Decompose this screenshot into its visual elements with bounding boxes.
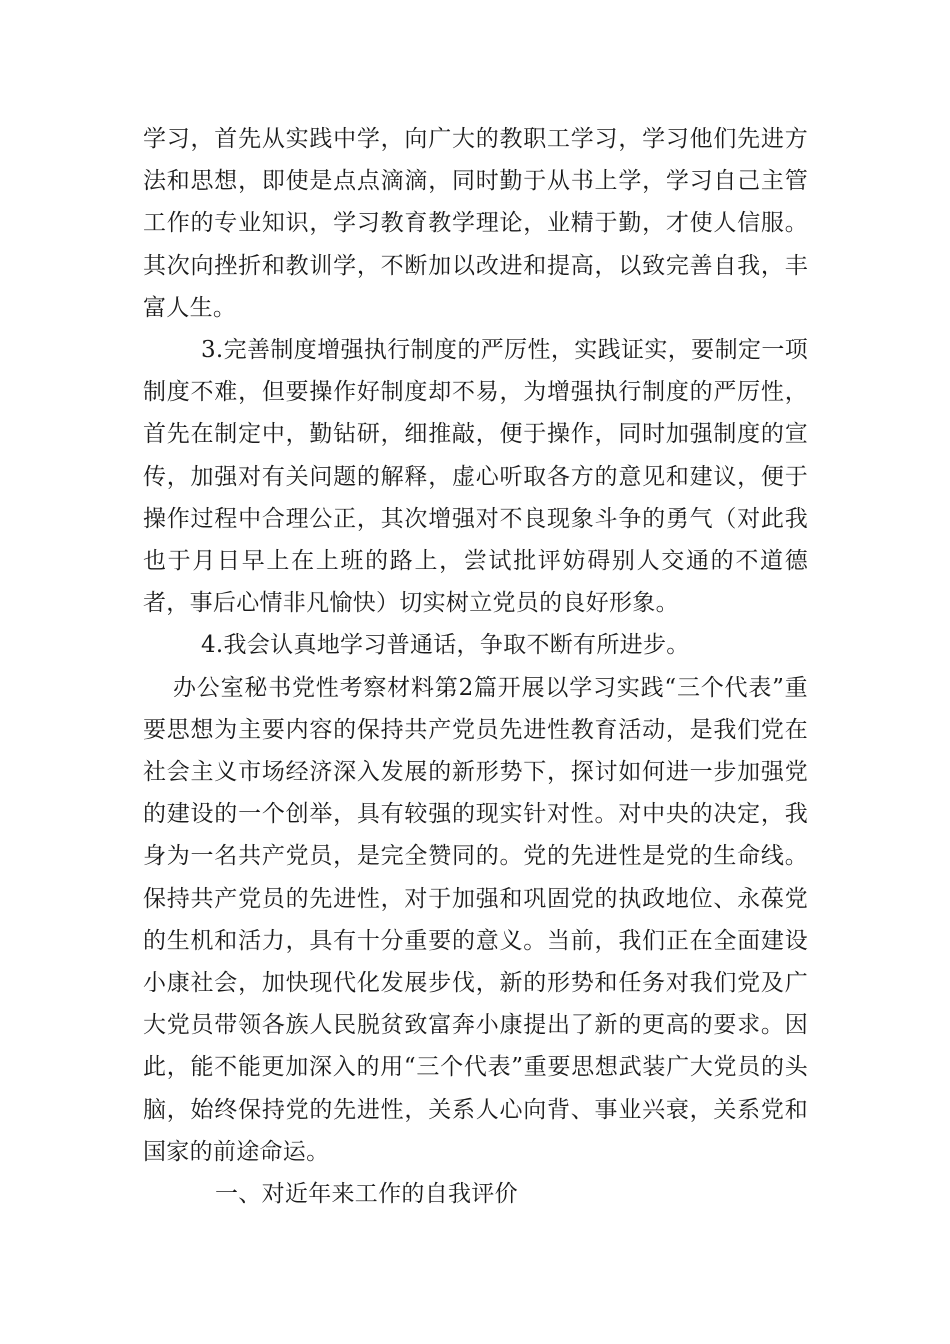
paragraph-learning: 学习，首先从实践中学，向广大的教职工学习，学习他们先进方法和思想，即使是点点滴滴，同时勤于从书上学，学习自己主管工作的专业知识，学习教育教学理论，业精于勤，才使人信服。其次向挫折和教训学，不断加以改进和提高，以致完善自我，丰富人生。 [143,126,808,321]
paragraph-article-2: 办公室秘书党性考察材料第2篇开展以学习实践“三个代表”重要思想为主要内容的保持共产党员先进性教育活动，是我们党在社会主义市场经济深入发展的新形势下，探讨如何进一步加强党的建设的一个创举，具有较强的现实针对性。对中央的决定，我身为一名共产党员，是完全赞同的。党的先进性是党的生命线。保持共产党员的先进性，对于加强和巩固党的执政地位、永葆党的生机和活力，具有十分重要的意义。当前，我们正在全面建设小康社会，加快现代化发展步伐，新的形势和任务对我们党及广大党员带领各族人民脱贫致富奔小康提出了新的更高的要求。因此，能不能更加深入的用“三个代表”重要思想武装广大党员的头脑，始终保持党的先进性，关系人心向背、事业兴衰，关系党和国家的前途命运。 [143,674,808,1165]
document-body [143,118,808,1215]
paragraph-item-4: 4.我会认真地学习普通话，争取不断有所进步。 [201,632,690,659]
paragraph-item-3: 3.完善制度增强执行制度的严厉性，实践证实，要制定一项制度不难，但要操作好制度却不易，为增强执行制度的严厉性，首先在制定中，勤钻研，细推敲，便于操作，同时加强制度的宣传，加强对有关问题的解释，虚心听取各方的意见和建议，便于操作过程中合理公正，其次增强对不良现象斗争的勇气（对此我也于月日早上在上班的路上，尝试批评妨碍别人交通的不道德者，事后心情非凡愉快）切实树立党员的良好形象。 [143,337,808,617]
section-heading: 一、对近年来工作的自我评价 [215,1181,518,1208]
